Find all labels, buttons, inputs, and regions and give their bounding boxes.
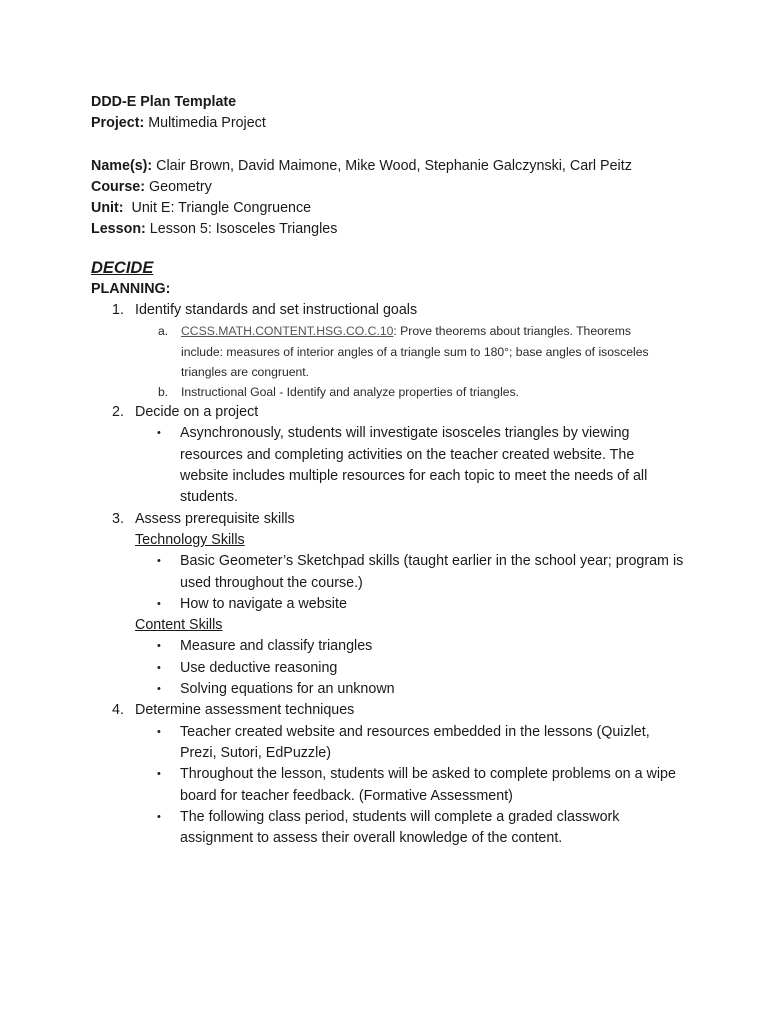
bullet-icon: •: [157, 768, 161, 781]
bullet-item: [135, 658, 685, 679]
bullet-text: Basic Geometer’s Sketchpad skills (taught earlier in the school year; program is used throughout the course.): [180, 553, 684, 591]
bullet-icon: •: [157, 661, 161, 674]
bullet-item: [135, 807, 685, 850]
bullet-icon: •: [157, 555, 161, 568]
list-item: [91, 700, 691, 849]
bullet-text: Use deductive reasoning: [180, 659, 338, 676]
item-text: Identify standards and set instructional goals: [135, 302, 418, 319]
bullet-item: [135, 636, 685, 657]
sub-item-text: : Prove theorems about triangles. Theorems include: measures of interior angles of a triangle sum to 180°; base angles of isosceles triangles are congruent.: [181, 324, 649, 379]
item-number: 2.: [112, 404, 124, 421]
course-value: Geometry: [145, 178, 212, 195]
bullet-list: [135, 551, 691, 615]
item-text: Assess prerequisite skills: [135, 510, 295, 527]
project-line: [91, 113, 691, 134]
item-number: 3.: [112, 510, 124, 527]
lesson-line: [91, 219, 691, 240]
bullet-item: [135, 722, 685, 765]
bullet-icon: •: [157, 427, 161, 440]
bullet-text: Measure and classify triangles: [180, 638, 373, 655]
sub-list-item: [135, 321, 651, 382]
names-value: Clair Brown, David Maimone, Mike Wood, Stephanie Galczynski, Carl Peitz: [152, 157, 632, 174]
item-text: Decide on a project: [135, 404, 259, 421]
names-label: Name(s):: [91, 157, 153, 174]
bullet-item: [135, 594, 685, 615]
course-label: Course:: [91, 178, 146, 195]
list-item: [91, 402, 691, 508]
bullet-text: Asynchronously, students will investigate isosceles triangles by viewing resources and completing activities on the teacher created website. The website includes multiple resources for each topic to meet the needs of all students.: [180, 425, 648, 506]
item-number: 4.: [112, 702, 124, 719]
planning-list: [91, 300, 691, 849]
sub-item-letter: b.: [158, 384, 169, 399]
document-title: DDD-E Plan Template: [91, 94, 237, 110]
spacer: [91, 135, 691, 156]
bullet-text: The following class period, students will complete a graded classwork assignment to assess their overall knowledge of the content.: [180, 808, 620, 847]
content-skills-heading: Content Skills: [135, 617, 223, 634]
bullet-item: [135, 551, 685, 594]
unit-value: Unit E: Triangle Congruence: [123, 200, 312, 217]
course-line: [91, 177, 691, 198]
item-text: Determine assessment techniques: [135, 702, 355, 719]
technology-skills-heading: Technology Skills: [135, 531, 245, 548]
planning-label: PLANNING:: [91, 280, 171, 297]
project-value: Multimedia Project: [144, 115, 266, 132]
sub-item-letter: a.: [158, 324, 169, 339]
bullet-icon: •: [157, 640, 161, 653]
section-heading-decide: DECIDE: [91, 258, 154, 277]
unit-label: Unit:: [91, 200, 124, 217]
bullet-item: [135, 764, 685, 807]
sub-list-item: [135, 382, 691, 402]
lesson-label: Lesson:: [91, 221, 146, 238]
bullet-item: [135, 679, 685, 700]
names-line: [91, 156, 691, 177]
list-item: [91, 509, 691, 701]
bullet-icon: •: [157, 683, 161, 696]
item-number: 1.: [112, 302, 124, 319]
bullet-text: Solving equations for an unknown: [180, 681, 395, 698]
sub-list: [135, 321, 691, 402]
document-page: [91, 92, 691, 849]
bullet-list: [135, 636, 691, 700]
bullet-icon: •: [157, 725, 161, 738]
bullet-item: [135, 423, 685, 508]
list-item: [91, 300, 691, 402]
lesson-value: Lesson 5: Isosceles Triangles: [145, 221, 338, 238]
bullet-text: Teacher created website and resources embedded in the lessons (Quizlet, Prezi, Sutori, EdPuzzle): [180, 723, 650, 761]
bullet-icon: •: [157, 597, 161, 610]
standard-link[interactable]: CCSS.MATH.CONTENT.HSG.CO.C.10: [181, 324, 394, 339]
bullet-icon: •: [157, 810, 161, 823]
bullet-text: Throughout the lesson, students will be asked to complete problems on a wipe board for teacher feedback. (Formative Assessment): [180, 766, 676, 804]
unit-line: [91, 198, 691, 219]
bullet-list: [135, 423, 691, 508]
project-label: Project:: [91, 115, 145, 132]
bullet-list: [135, 722, 691, 850]
sub-item-text: Instructional Goal - Identify and analyze properties of triangles.: [181, 384, 520, 399]
bullet-text: How to navigate a website: [180, 595, 347, 612]
